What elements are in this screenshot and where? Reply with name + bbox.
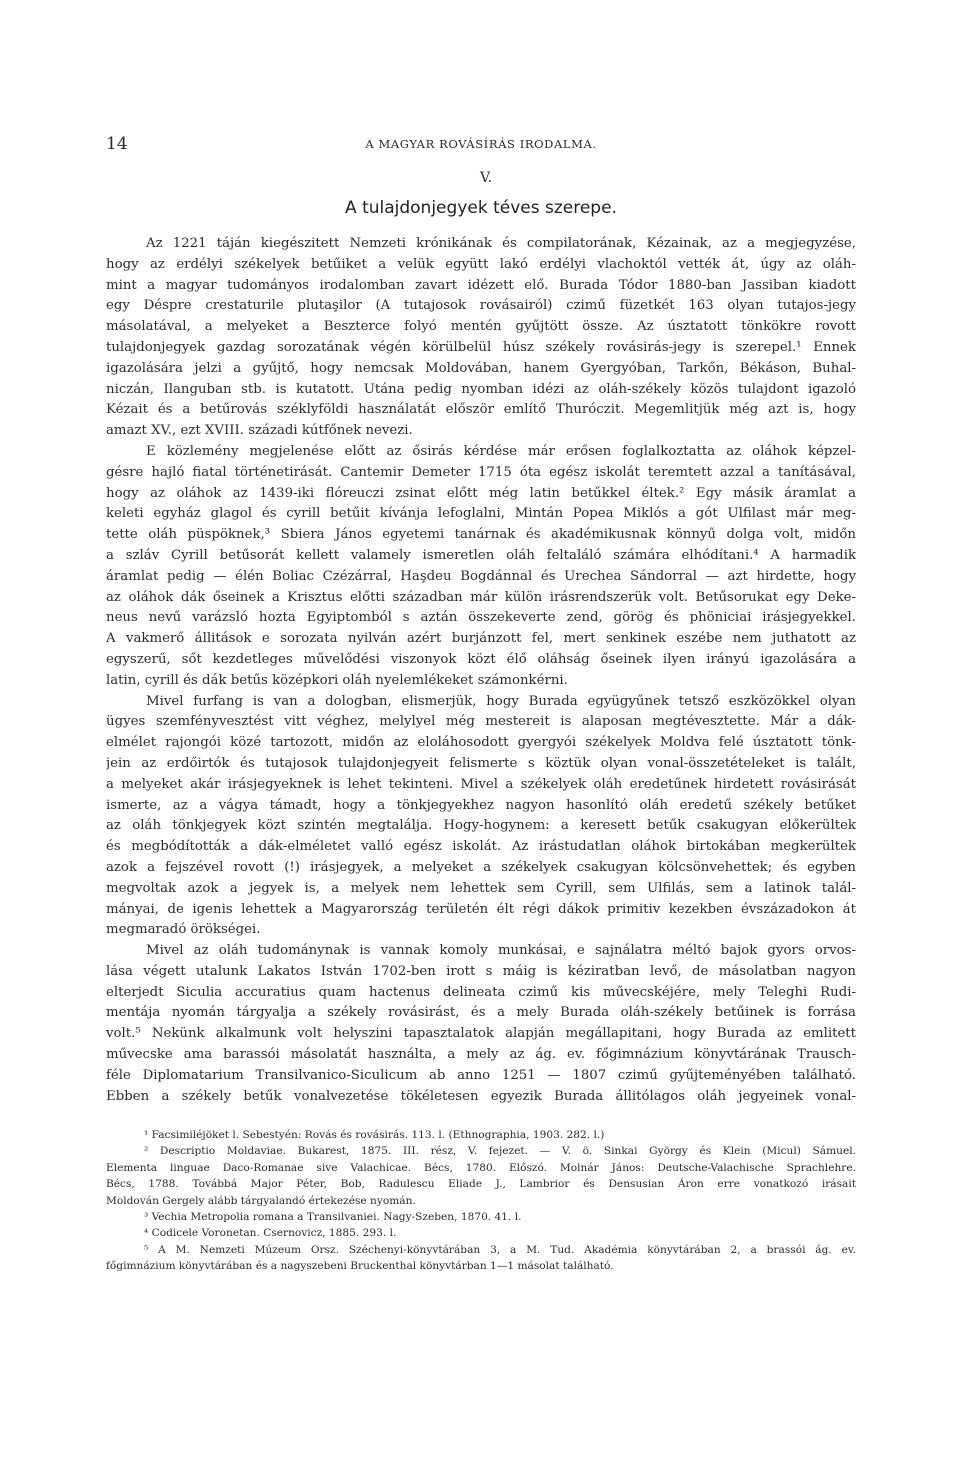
body-line: egy Déspre crestaturile plutaşilor (A tutajosok rovásairól) czimű füzetkét 163 olyan tutajos-jegy <box>106 298 856 314</box>
body-line: megvoltak azok a jegyek is, a melyek nem lehettek sem Cyrill, sem Ulfilás, sem a latinok talál- <box>106 880 856 896</box>
body-line: elmélet rajongói közé tartozott, midőn az eloláhosodott gyergyói székelyek Moldva felé úsztatott tönk- <box>106 735 856 751</box>
footnotes <box>106 1127 856 1275</box>
footnote-line: ⁵ A M. Nemzeti Múzeum Orsz. Széchenyi-könyvtárában 3, a M. Tud. Akadémia könyvtárában 2, a brassói ág. ev. <box>144 1243 856 1256</box>
page-number: 14 <box>106 134 128 154</box>
body-line: megmaradó örökségei. <box>106 922 261 938</box>
body-line: másolatával, a melyeket a Beszterce folyó mentén gyűjtött össze. Az úsztatott tönkökre rovott <box>106 319 856 335</box>
body-line: hogy az erdélyi székelyek betűiket a velük együtt lakó erdélyi vlachoktól vették át, úgy az oláh- <box>106 256 856 272</box>
section-title: A tulajdonjegyek téves szerepe. <box>345 198 617 218</box>
body-line: egyszerű, sőt kezdetleges művelődési viszonyok közt élő oláhság őseinek ilyen irányú igazolására a <box>106 651 856 667</box>
section-number: V. <box>479 170 493 186</box>
footnote-line: ³ Vechia Metropolia romana a Transilvaniei. Nagy-Szeben, 1870. 41. l. <box>144 1210 522 1223</box>
body-line: Ebben a székely betűk vonalvezetése tökéletesen egyezik Burada állitólagos oláh jegyeinek vonal- <box>106 1088 856 1104</box>
body-line: ügyes szemfényvesztést vitt véghez, melylyel még mestereit is alaposan megtévesztette. Már a dák- <box>106 714 856 730</box>
body-line: azok a fejszével rovott (!) irásjegyek, a melyeket a székelyek csakugyan kölcsönvehettek; és egyben <box>106 859 856 875</box>
body-line: lása végett utalunk Lakatos István 1702-ben irott s máig is kéziratban levő, de másolatban nagyon <box>106 963 856 979</box>
body-line: neus nevű varázsló hozta Egyiptomból s aztán összekeverte zend, görög és phöniciai irásjegyekkel. <box>106 610 856 626</box>
body-line: niczán, Ilanguban stb. is kutatott. Utána pedig nyomban idézi az oláh-székely közös tulajdont igazoló <box>106 381 856 397</box>
body-line: tette oláh püspöknek,³ Sbiera János egyetemi tanárnak és akadémikusnak könnyű dolga volt, midőn <box>106 527 856 543</box>
footnote-line: ⁴ Codicele Voronetan. Csernovicz, 1885. 293. l. <box>144 1227 397 1240</box>
body-text <box>106 234 856 1107</box>
body-line: hogy az oláhok az 1439-iki flóreuczi zsinat előtt még latin betűkkel éltek.² Egy másik áramlat a <box>106 485 856 501</box>
body-line: amazt XV., ezt XVIII. századi kútfőnek nevezi. <box>106 423 413 439</box>
body-line: elterjedt Siculia accuratius quam hactenus delineata czimű kis művecskéjére, mely Teleghi Rudi- <box>106 984 856 1000</box>
body-line: ismerte, az a vágya támadt, hogy a tönkjegyekhez nagyon hasonlító oláh eredetű székely betűket <box>106 797 856 813</box>
body-line: E közlemény megjelenése előtt az ősirás kérdése már erősen foglalkoztatta az oláhok képzel- <box>146 443 856 459</box>
running-head: A MAGYAR ROVÁSÍRÁS IRODALMA. <box>365 137 597 151</box>
body-line: mányai, de igenis lehettek a Magyarország területén élt régi dákok primitiv kezekben évszázadokon át <box>106 901 856 917</box>
body-line: az oláhok dák őseinek a Krisztus előtti században már külön irásrendszerük volt. Betűsorukat egy Deke- <box>106 589 856 605</box>
footnote-line: ² Descriptio Moldaviae. Bukarest, 1875. III. rész, V. fejezet. — V. ö. Sinkai György és Klein (Micul) Sámuel. <box>144 1145 856 1158</box>
footnote-line: ¹ Facsimiléjöket l. Sebestyén: Rovás és rovásirás. 113. l. (Ethnographia, 1903. 282. l.) <box>144 1129 605 1141</box>
body-line: Kézait és a betűrovás széklyföldi használatát először említő Thuróczit. Megemlitjük még azt is, hogy <box>106 402 856 418</box>
body-line: féle Diplomatarium Transilvanico-Siculicum ab anno 1251 — 1807 czimű gyűjteményében található. <box>106 1067 856 1083</box>
body-line: az oláh tönkjegyek közt szintén megtalálja. Hogy-hogynem: a keresett betűk csakugyan előkerültek <box>106 818 856 834</box>
body-line: Mivel az oláh tudománynak is vannak komoly munkásai, e sajnálatra méltó bajok gyors orvos- <box>146 943 856 959</box>
page-header <box>106 134 856 156</box>
body-line: igazolására jelzi a gyűjtő, hogy nemcsak Moldovában, hanem Gyergyóban, Tarkőn, Békáson, Buhal- <box>106 360 856 376</box>
body-line: Az 1221 táján kiegészitett Nemzeti krónikának és compilatorának, Kézainak, az a megjegyzése, <box>146 236 856 251</box>
body-line: Mivel furfang is van a dologban, elismerjük, hogy Burada együgyűnek tetsző eszközökkel olyan <box>146 693 856 709</box>
body-line: gésre hajló fiatal történetirását. Cantemir Demeter 1715 óta egész iskolát teremtett azzal a tanításával, <box>106 464 856 480</box>
body-line: a szláv Cyrill betűsorát kellett valamely ismeretlen oláh feltaláló számára elhódítani.⁴ A harmadik <box>106 547 856 563</box>
body-line: áramlat pedig — élén Boliac Czézárral, Haşdeu Bogdánnal és Urechea Sándorral — azt hirdette, hogy <box>106 568 856 584</box>
footnote-line: Moldován Gergely alább tárgyalandó értekezése nyomán. <box>106 1194 416 1207</box>
body-line: mint a magyar tudományos irodalomban zavart idézett elő. Burada Tódor 1880-ban Jassiban kiadott <box>106 277 856 293</box>
body-line: és megbódították a dák-elméletet valló egész iskolát. Az irástudatlan oláhok birtokában megkerültek <box>106 839 856 855</box>
footnote-line: Bécs, 1788. Továbbá Major Péter, Bob, Radulescu Eliade J., Lambrior és Densusian Áron erre vonatkozó irásait <box>106 1178 856 1191</box>
body-line: a melyeket akár irásjegyeknek is lehet tekinteni. Mivel a székelyek oláh eredetűnek hirdetett rovásirását <box>106 776 856 792</box>
body-line: latin, cyrill és dák betűs középkori oláh nyelemlékeket számonkérni. <box>106 672 568 688</box>
body-line: jein az erdőirtók és tutajosok tulajdonjegyeit felismerte s köztük olyan vonal-összetételeket is talált, <box>106 755 856 771</box>
body-line: tulajdonjegyek gazdag sorozatának végén körülbelül húsz székely rovásirás-jegy is szerepel.¹ Ennek <box>106 339 856 355</box>
footnote-line: főgimnázium könyvtárában és a nagyszebeni Bruckenthal könyvtárban 1—1 másolat található. <box>106 1260 614 1273</box>
body-line: keleti egyház glagol és cyrill betűit kívánja lefoglalni, Mintán Popea Miklós a gót Ulfilast már meg- <box>106 506 856 522</box>
body-line: volt.⁵ Nekünk alkalmunk volt helyszini tapasztalatok alapján megállapitani, hogy Burada az emlitett <box>106 1026 856 1042</box>
footnote-line: Elementa linguae Daco-Romanae sive Valachicae. Bécs, 1780. Előszó. Molnár János: Deutsche-Valachische Sprachlehre. <box>106 1161 856 1174</box>
body-line: mentája nyomán tárgyalja a székely rovásirást, és a mely Burada oláh-székely betűinek is forrása <box>106 1005 856 1021</box>
body-line: A vakmerő állitások e sorozata nyilván azért burjánzott fel, mert senkinek eszébe nem juthatott az <box>106 631 856 647</box>
body-line: művecske ama barassói másolatát használta, a mely az ág. ev. főgimnázium könyvtárának Trausch- <box>106 1047 856 1063</box>
